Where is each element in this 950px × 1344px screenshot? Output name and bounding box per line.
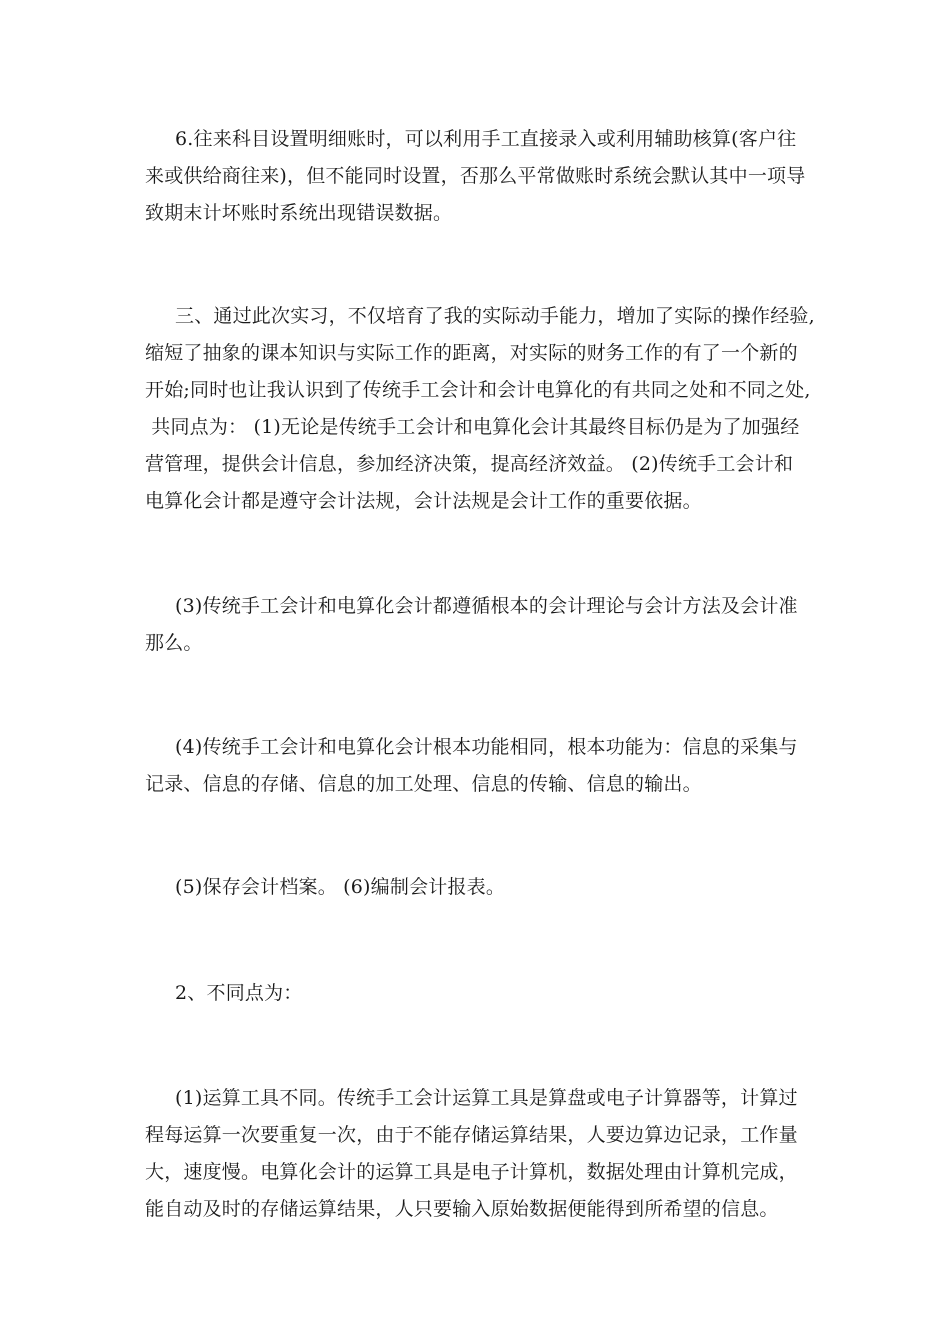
text-line: 来或供给商往来)，但不能同时设置，否那么平常做账时系统会默认其中一项导 (145, 165, 806, 187)
text-line: 程每运算一次要重复一次，由于不能存储运算结果，人要边算边记录，工作量 (145, 1124, 798, 1146)
text-line: 那么。 (145, 632, 203, 654)
paragraph-item-4 (145, 729, 817, 803)
paragraph-difference-1 (145, 1080, 817, 1228)
text-line: 记录、信息的存储、信息的加工处理、信息的传输、信息的输出。 (145, 773, 702, 795)
text-line: 致期末计坏账时系统出现错误数据。 (145, 202, 453, 224)
text-line: (4)传统手工会计和电算化会计根本功能相同，根本功能为：信息的采集与 (175, 736, 798, 758)
text-line: (1)运算工具不同。传统手工会计运算工具是算盘或电子计算器等，计算过 (175, 1087, 798, 1109)
text-line: 2、不同点为： (175, 982, 303, 1004)
text-line: 大，速度慢。电算化会计的运算工具是电子计算机，数据处理由计算机完成， (145, 1161, 798, 1183)
paragraph-item-5-6 (145, 869, 817, 906)
text-line: 三、通过此次实习，不仅培育了我的实际动手能力，增加了实际的操作经验, (175, 305, 815, 327)
text-line: 能自动及时的存储运算结果，人只要输入原始数据便能得到所希望的信息。 (145, 1198, 779, 1220)
paragraph-6-reconciliation (145, 121, 817, 232)
text-line: (3)传统手工会计和电算化会计都遵循根本的会计理论与会计方法及会计准 (175, 595, 798, 617)
paragraph-section-three (145, 298, 817, 520)
text-line: 缩短了抽象的课本知识与实际工作的距离，对实际的财务工作的有了一个新的 (145, 342, 798, 364)
paragraph-differences-heading (145, 975, 817, 1012)
text-line: 开始;同时也让我认识到了传统手工会计和会计电算化的有共同之处和不同之处, (145, 379, 811, 401)
text-line: (5)保存会计档案。 (6)编制会计报表。 (175, 876, 506, 898)
text-line: 电算化会计都是遵守会计法规，会计法规是会计工作的重要依据。 (145, 490, 702, 512)
text-line: 营管理，提供会计信息，参加经济决策，提高经济效益。 (2)传统手工会计和 (145, 453, 794, 475)
text-line: 6.往来科目设置明细账时，可以利用手工直接录入或利用辅助核算(客户往 (175, 128, 797, 150)
paragraph-item-3 (145, 588, 817, 662)
text-line: 共同点为： (1)无论是传统手工会计和电算化会计其最终目标仍是为了加强经 (145, 416, 800, 438)
